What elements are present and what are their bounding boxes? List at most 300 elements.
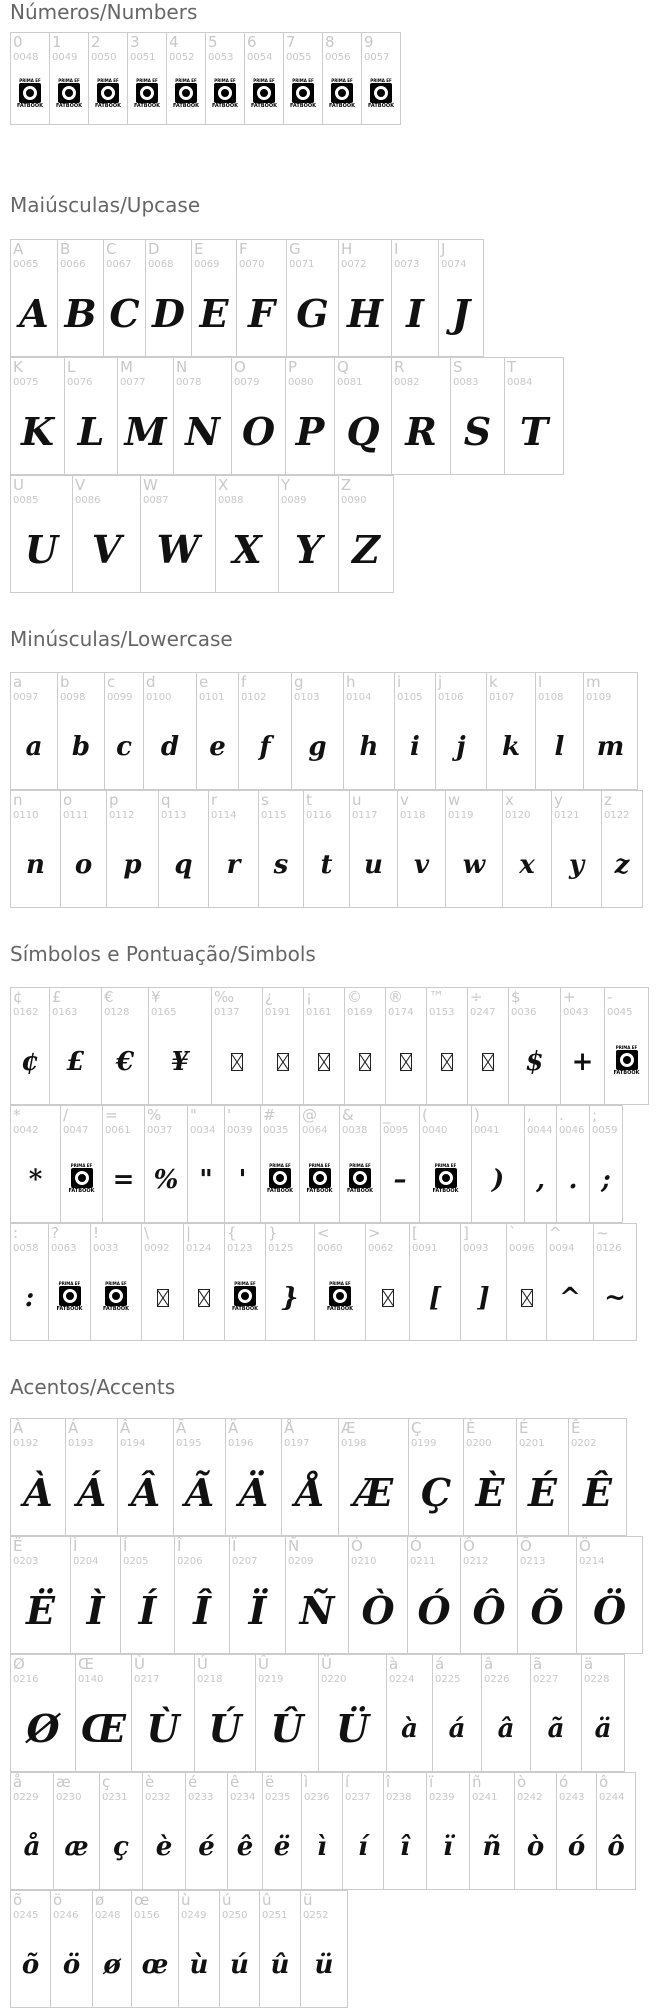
glyph-sample: B	[64, 291, 97, 336]
glyph-char-label: å	[13, 1773, 23, 1791]
glyph-sample: Y	[294, 527, 323, 572]
glyph-cell	[286, 239, 339, 357]
glyph-cell	[191, 239, 237, 357]
logo-ring	[63, 1289, 77, 1303]
glyph-sample: "	[199, 1165, 213, 1195]
glyph-char-label: À	[13, 1419, 24, 1437]
logo-mark	[309, 1168, 331, 1188]
glyph-sample	[605, 1026, 648, 1098]
glyph-char-label: %	[147, 1106, 162, 1124]
glyph-sample: q	[174, 850, 193, 880]
glyph-code: 0047	[63, 1125, 89, 1136]
glyph-cell	[460, 1223, 507, 1341]
glyph-sample: Â	[130, 1470, 161, 1515]
glyph-code: 0248	[95, 1910, 121, 1921]
glyph-char-label: ë	[265, 1773, 275, 1791]
glyph-code: 0039	[227, 1125, 253, 1136]
logo-mark	[329, 1286, 351, 1306]
glyph-sample: Q	[346, 409, 380, 454]
glyph-row	[10, 1105, 622, 1223]
placeholder-logo-icon	[173, 78, 199, 112]
glyph-sample: ;	[601, 1165, 611, 1195]
glyph-code: 0105	[397, 692, 423, 703]
glyph-cell	[408, 1418, 464, 1536]
glyph-cell	[460, 1536, 518, 1654]
glyph-char-label: {	[227, 1224, 237, 1242]
glyph-cell	[101, 987, 149, 1105]
glyph-code: 0124	[186, 1243, 212, 1254]
glyph-code: 0085	[13, 495, 39, 506]
section-title: Acentos/Accents	[10, 1375, 176, 1399]
glyph-char-label: ,	[527, 1106, 532, 1124]
glyph-cell	[143, 672, 197, 790]
glyph-cell	[407, 1536, 461, 1654]
glyph-sample: v	[413, 850, 430, 880]
glyph-code: 0050	[91, 52, 117, 63]
glyph-char-label: Â	[120, 1419, 131, 1437]
section-title: Números/Numbers	[10, 0, 198, 24]
logo-bottom-text: FATBOOK	[17, 102, 43, 109]
glyph-code: 0054	[247, 52, 273, 63]
section-title: Símbolos e Pontuação/Simbols	[10, 942, 316, 966]
glyph-sample: ä	[594, 1714, 612, 1744]
glyph-code: 0094	[549, 1243, 575, 1254]
glyph-sample: g	[308, 732, 327, 762]
glyph-sample: Œ	[81, 1706, 126, 1751]
glyph-char-label: ™	[429, 988, 444, 1006]
glyph-sample	[340, 1144, 380, 1216]
glyph-code: 0045	[607, 1007, 633, 1018]
glyph-cell	[301, 1772, 343, 1890]
glyph-sample	[167, 71, 205, 118]
glyph-char-label: U	[13, 476, 24, 494]
glyph-char-label: _	[383, 1106, 391, 1124]
glyph-cell	[90, 1223, 142, 1341]
glyph-sample: á	[448, 1714, 466, 1744]
glyph-char-label: Q	[337, 358, 349, 376]
glyph-char-label: ò	[517, 1773, 527, 1791]
glyph-code: 0037	[147, 1125, 173, 1136]
glyph-char-label: c	[107, 673, 116, 691]
glyph-code: 0092	[144, 1243, 170, 1254]
glyph-code: 0242	[517, 1792, 543, 1803]
glyph-cell	[593, 1223, 637, 1341]
logo-top-text: PRIMA EF	[175, 77, 197, 83]
glyph-sample: ì	[317, 1832, 327, 1862]
logo-top-text: PRIMA EF	[331, 77, 353, 83]
glyph-char-label: õ	[13, 1891, 23, 1909]
placeholder-logo-icon	[329, 78, 355, 112]
glyph-cell	[106, 790, 159, 908]
placeholder-logo-icon	[95, 78, 121, 112]
glyph-code: 0165	[151, 1007, 177, 1018]
glyph-char-label: î	[386, 1773, 391, 1791]
logo-bottom-text: FATBOOK	[103, 1306, 129, 1312]
glyph-char-label: Æ	[341, 1419, 356, 1437]
glyph-code: 0070	[239, 259, 265, 270]
logo-top-text: PRIMA EF	[234, 1281, 256, 1286]
glyph-char-label: ó	[559, 1773, 569, 1791]
glyph-char-label: (	[422, 1106, 428, 1124]
placeholder-logo-icon	[267, 1163, 293, 1197]
glyph-code: 0230	[56, 1792, 82, 1803]
glyph-sample: D	[152, 291, 185, 336]
glyph-row	[10, 32, 400, 125]
glyph-sample: ï	[443, 1832, 453, 1862]
logo-mark	[105, 1286, 127, 1306]
glyph-sample	[212, 1026, 262, 1098]
glyph-sample: +	[571, 1047, 594, 1077]
glyph-char-label: q	[161, 791, 171, 809]
glyph-sample: Ù	[146, 1706, 180, 1751]
glyph-char-label: B	[60, 240, 71, 258]
glyph-cell	[120, 1536, 175, 1654]
glyph-row	[10, 1418, 626, 1536]
glyph-sample: j	[456, 732, 466, 762]
glyph-code: 0202	[571, 1438, 597, 1449]
glyph-char-label: Î	[177, 1537, 182, 1555]
glyph-char-label: "	[190, 1106, 197, 1124]
glyph-code: 0233	[188, 1792, 214, 1803]
glyph-code: 0117	[352, 810, 378, 821]
logo-bottom-text: FATBOOK	[173, 102, 199, 109]
glyph-cell	[215, 475, 279, 593]
glyph-sample	[225, 1262, 265, 1334]
glyph-cell	[299, 1105, 340, 1223]
glyph-code: 0066	[60, 259, 86, 270]
glyph-code: 0201	[519, 1438, 545, 1449]
glyph-sample	[362, 71, 400, 118]
glyph-char-label: ä	[584, 1655, 594, 1673]
glyph-char-label: u	[352, 791, 362, 809]
glyph-cell	[551, 790, 602, 908]
glyph-char-label: 5	[208, 33, 218, 51]
glyph-sample	[91, 1262, 141, 1334]
glyph-code: 0197	[284, 1438, 310, 1449]
glyph-code: 0226	[484, 1674, 510, 1685]
glyph-code: 0212	[463, 1556, 489, 1567]
glyph-cell	[148, 987, 212, 1105]
glyph-cell	[322, 32, 362, 125]
glyph-sample: û	[270, 1950, 290, 1980]
glyph-char-label: ê	[230, 1773, 240, 1791]
glyph-cell	[10, 790, 61, 908]
glyph-char-label: W	[143, 476, 158, 494]
glyph-cell	[238, 672, 292, 790]
glyph-code: 0118	[400, 810, 426, 821]
glyph-char-label: t	[306, 791, 312, 809]
glyph-cell	[278, 475, 339, 593]
glyph-char-label: -	[607, 988, 613, 1006]
glyph-sample: ö	[62, 1950, 81, 1980]
glyph-cell	[504, 357, 564, 475]
glyph-sample: f	[259, 732, 271, 762]
glyph-char-label: ì	[304, 1773, 309, 1791]
glyph-code: 0246	[53, 1910, 79, 1921]
logo-ring	[218, 86, 232, 100]
glyph-code: 0057	[364, 52, 390, 63]
glyph-char-label: £	[52, 988, 62, 1006]
glyph-char-label: P	[288, 358, 298, 376]
glyph-char-label: ø	[95, 1891, 105, 1909]
glyph-sample: n	[26, 850, 45, 880]
glyph-cell	[158, 790, 209, 908]
glyph-code: 0140	[78, 1674, 104, 1685]
glyph-code: 0220	[321, 1674, 347, 1685]
glyph-sample	[89, 71, 127, 118]
glyph-sample: s	[273, 850, 289, 880]
logo-bottom-text: FATBOOK	[56, 102, 82, 109]
glyph-sample: H	[347, 291, 383, 336]
glyph-char-label: g	[294, 673, 304, 691]
glyph-cell	[103, 239, 146, 357]
glyph-char-label: <	[317, 1224, 330, 1242]
glyph-cell	[508, 987, 561, 1105]
glyph-char-label: Û	[258, 1655, 269, 1673]
logo-top-text: PRIMA EF	[269, 1163, 291, 1168]
glyph-sample: k	[501, 732, 520, 762]
glyph-code: 0200	[466, 1438, 492, 1449]
glyph-char-label: ;	[592, 1106, 598, 1124]
glyph-char-label: V	[75, 476, 86, 494]
glyph-cell	[75, 1654, 132, 1772]
glyph-cell	[535, 672, 584, 790]
glyph-sample: ò	[526, 1832, 545, 1862]
glyph-sample: d	[160, 732, 180, 762]
glyph-code: 0121	[554, 810, 580, 821]
glyph-sample: S	[463, 409, 492, 454]
glyph-char-label: ~	[596, 1224, 609, 1242]
glyph-sample	[61, 1144, 102, 1216]
glyph-char-label: y	[554, 791, 563, 809]
glyph-code: 0082	[394, 377, 420, 388]
glyph-cell	[49, 987, 102, 1105]
glyph-char-label: 3	[130, 33, 140, 51]
glyph-sample: Ì	[86, 1588, 105, 1633]
glyph-cell	[142, 1772, 186, 1890]
glyph-code: 0110	[13, 810, 39, 821]
glyph-code: 0234	[230, 1792, 256, 1803]
glyph-code: 0236	[304, 1792, 330, 1803]
glyph-sample	[427, 1026, 467, 1098]
glyph-char-label: x	[505, 791, 514, 809]
logo-top-text: PRIMA EF	[292, 77, 314, 83]
glyph-code: 0126	[596, 1243, 622, 1254]
glyph-cell	[568, 1418, 627, 1536]
glyph-char-label: p	[109, 791, 119, 809]
glyph-cell	[314, 1223, 366, 1341]
glyph-sample: Ü	[335, 1706, 370, 1751]
glyph-sample: ú	[230, 1950, 249, 1980]
glyph-code: 0237	[345, 1792, 371, 1803]
glyph-char-label: 1	[52, 33, 62, 51]
glyph-char-label: H	[341, 240, 353, 258]
glyph-code: 0219	[258, 1674, 284, 1685]
placeholder-logo-icon	[368, 78, 394, 112]
glyph-char-label: f	[241, 673, 247, 691]
glyph-char-label: >	[368, 1224, 381, 1242]
glyph-cell	[342, 1772, 384, 1890]
glyph-code: 0051	[130, 52, 156, 63]
glyph-cell	[260, 1105, 300, 1223]
glyph-char-label: )	[474, 1106, 480, 1124]
glyph-cell	[259, 1890, 301, 2008]
glyph-sample: Ó	[417, 1588, 451, 1633]
glyph-cell	[291, 672, 344, 790]
glyph-cell	[10, 1654, 76, 1772]
glyph-cell	[173, 1418, 226, 1536]
glyph-code: 0046	[559, 1125, 585, 1136]
glyph-sample: C	[109, 291, 140, 336]
glyph-char-label: '	[227, 1106, 232, 1124]
glyph-sample	[245, 71, 283, 118]
glyph-sample: %	[153, 1165, 179, 1195]
logo-mark	[175, 83, 197, 103]
glyph-cell	[438, 239, 484, 357]
glyph-sample: t	[320, 850, 333, 880]
glyph-code: 0250	[222, 1910, 248, 1921]
glyph-sample: y	[568, 850, 585, 880]
glyph-char-label: ã	[533, 1655, 543, 1673]
glyph-cell	[530, 1654, 582, 1772]
glyph-char-label: o	[63, 791, 73, 809]
glyph-code: 0169	[347, 1007, 373, 1018]
glyph-char-label: S	[453, 358, 463, 376]
glyph-char-label: 8	[325, 33, 335, 51]
glyph-code: 0207	[232, 1556, 258, 1567]
glyph-char-label: i	[397, 673, 402, 691]
glyph-code: 0231	[102, 1792, 128, 1803]
glyph-char-label: Ü	[321, 1655, 332, 1673]
glyph-cell	[463, 1418, 517, 1536]
placeholder-logo-icon	[307, 1163, 333, 1197]
glyph-cell	[318, 1654, 387, 1772]
glyph-sample: G	[296, 291, 329, 336]
glyph-cell	[581, 1654, 625, 1772]
glyph-char-label: @	[302, 1106, 317, 1124]
glyph-char-label: ¿	[265, 988, 273, 1006]
glyph-sample: Ö	[592, 1588, 627, 1633]
glyph-sample: à	[401, 1714, 418, 1744]
glyph-sample: i	[410, 732, 420, 762]
glyph-char-label: ®	[388, 988, 403, 1006]
glyph-code: 0112	[109, 810, 135, 821]
glyph-cell	[145, 239, 192, 357]
glyph-char-label: æ	[56, 1773, 71, 1791]
glyph-cell	[576, 1536, 643, 1654]
glyph-row	[10, 987, 648, 1105]
glyph-code: 0076	[67, 377, 93, 388]
glyph-char-label: I	[394, 240, 399, 258]
glyph-cell	[166, 32, 206, 125]
glyph-char-label: ú	[222, 1891, 232, 1909]
glyph-cell	[117, 1418, 174, 1536]
logo-top-text: PRIMA EF	[434, 1163, 457, 1168]
glyph-code: 0053	[208, 52, 234, 63]
glyph-cell	[224, 1105, 261, 1223]
glyph-code: 0091	[412, 1243, 438, 1254]
glyph-cell	[141, 1223, 184, 1341]
logo-mark	[292, 83, 314, 103]
glyph-cell	[348, 1536, 408, 1654]
glyph-cell	[64, 357, 118, 475]
glyph-sample: £	[66, 1047, 85, 1077]
glyph-sample: I	[406, 291, 424, 336]
logo-ring	[140, 86, 154, 100]
missing-glyph-icon	[359, 1053, 371, 1071]
glyph-cell	[502, 790, 552, 908]
glyph-cell	[144, 1105, 188, 1223]
glyph-cell	[349, 790, 398, 908]
glyph-code: 0041	[474, 1125, 500, 1136]
logo-ring	[179, 86, 193, 100]
glyph-char-label: A	[13, 240, 24, 258]
glyph-row	[10, 1654, 624, 1772]
glyph-sample: Å	[295, 1470, 325, 1515]
glyph-code: 0203	[13, 1556, 39, 1567]
logo-bottom-text: FATBOOK	[329, 102, 355, 109]
glyph-char-label: L	[67, 358, 76, 376]
glyph-sample: è	[155, 1832, 173, 1862]
glyph-cell	[131, 1654, 195, 1772]
glyph-row	[10, 475, 393, 593]
logo-top-text: PRIMA EF	[19, 77, 41, 83]
glyph-sample	[315, 1262, 365, 1334]
glyph-code: 0162	[13, 1007, 39, 1018]
glyph-sample	[284, 71, 322, 118]
glyph-char-label: œ	[134, 1891, 150, 1909]
glyph-code: 0244	[599, 1792, 625, 1803]
glyph-code: 0084	[507, 377, 533, 388]
glyph-char-label: !	[93, 1224, 100, 1242]
glyph-code: 0125	[268, 1243, 294, 1254]
glyph-char-label: Ø	[13, 1655, 25, 1673]
logo-top-text: PRIMA EF	[70, 1163, 93, 1168]
glyph-char-label: *	[13, 1106, 21, 1124]
glyph-code: 0058	[13, 1243, 39, 1254]
glyph-code: 0113	[161, 810, 187, 821]
glyph-char-label: T	[507, 358, 517, 376]
glyph-sample: ~	[604, 1283, 626, 1313]
glyph-code: 0062	[368, 1243, 394, 1254]
glyph-cell	[104, 672, 144, 790]
glyph-cell	[426, 987, 468, 1105]
glyph-sample: Ø	[26, 1706, 60, 1751]
glyph-code: 0196	[228, 1438, 254, 1449]
glyph-code: 0194	[120, 1438, 146, 1449]
glyph-sample: R	[405, 409, 437, 454]
glyph-char-label: .	[559, 1106, 564, 1124]
glyph-char-label: j	[438, 673, 443, 691]
glyph-code: 0089	[281, 495, 307, 506]
glyph-code: 0161	[306, 1007, 332, 1018]
glyph-code: 0239	[429, 1792, 455, 1803]
logo-ring	[333, 1289, 347, 1303]
glyph-sample: m	[596, 732, 625, 762]
glyph-char-label: Y	[281, 476, 291, 494]
glyph-code: 0097	[13, 692, 39, 703]
glyph-sample	[468, 1026, 508, 1098]
glyph-code: 0211	[410, 1556, 436, 1567]
glyph-char-label: 6	[247, 33, 257, 51]
glyph-sample: U	[24, 527, 59, 572]
glyph-code: 0205	[123, 1556, 149, 1567]
missing-glyph-icon	[521, 1289, 533, 1307]
glyph-char-label: l	[538, 673, 543, 691]
glyph-char-label: ©	[347, 988, 362, 1006]
glyph-cell	[265, 1223, 315, 1341]
glyph-cell	[131, 1890, 179, 2008]
